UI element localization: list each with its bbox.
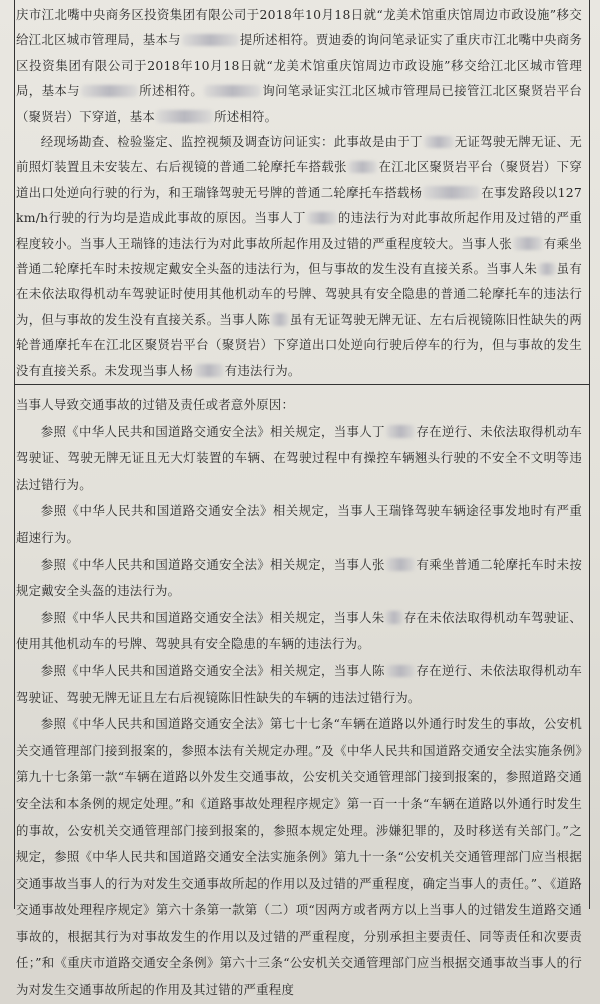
redaction xyxy=(307,212,337,224)
fault-paragraph-zhu: 参照《中华人民共和国道路交通安全法》相关规定，当事人朱 存在未依法取得机动车驾驶证、使用其他机动车的号牌、驾驶具有安全隐患的车辆的违法行为。 xyxy=(16,609,583,652)
redaction xyxy=(386,665,416,677)
redaction xyxy=(513,237,543,249)
fault-paragraph-ding: 参照《中华人民共和国道路交通安全法》相关规定，当事人丁 存在逆行、未依法取得机动车驾驶证、驾驶无牌无证且无大灯装置的车辆、在驾驶过程中有操控车辆翘头行驶的不安全不文明等违法过错行为。 xyxy=(16,423,583,492)
redaction xyxy=(81,85,138,97)
evidence-paragraph: 庆市江北嘴中央商务区投资集团有限公司于2018年10月18日就“龙美术馆重庆馆周边市政设施”移交给江北区城市管理局，基本与 提所述相符。贾迪委的询问笔录证实了重庆市江北嘴中央商务区投资集团有限公司于2018年10月18日就“龙美术馆重庆馆周边市政设施”移交给江北区城市管理局，基本与 所述相符。 询问笔录证实江北区城市管理局已接管江北区聚贤岩平台（聚贤岩）下穿道，基本 所述相符。 xyxy=(16,7,583,124)
fault-paragraph-chen: 参照《中华人民共和国道路交通安全法》相关规定，当事人陈 存在逆行、未依法取得机动车驾驶证、驾驶无牌无证且左右后视镜陈旧性缺失的车辆的违法过错行为。 xyxy=(16,662,583,705)
redaction xyxy=(156,110,213,122)
redaction xyxy=(348,161,378,173)
redaction xyxy=(386,425,416,437)
redaction xyxy=(423,186,480,198)
redaction xyxy=(424,136,454,148)
section-divider xyxy=(14,384,590,385)
investigation-paragraph: 经现场勘查、检验鉴定、监控视频及调查访问证实：此事故是由于丁 无证驾驶无牌无证、无前照灯装置且未安装左、右后视镜的普通二轮摩托车搭载张 在江北区聚贤岩平台（聚贤岩）下穿道出口处逆向行驶的行为，和王瑞锋驾驶无号牌的普通二轮摩托车搭载杨 在事发路段以127km/h行驶的行为均是造成此事故的原因。当事人丁 的违法行为对此事故所起作用及过错的严重程度较小。当事人王瑞锋的违法行为对此事故所起作用及过错的严重程度较大。当事人张 有乘坐普通二轮摩托车时未按规定戴安全头盔的违法行为，但与事故的发生没有直接关系。当事人朱 虽有在未依法取得机动车驾驶证时使用其他机动车的号牌、驾驶具有安全隐患的普通二轮摩托车的违法行为，但与事故的发生没有直接关系。当事人陈 虽有无证驾驶无牌无证、左右后视镜陈旧性缺失的两轮普通摩托车在江北区聚贤岩平台（聚贤岩）下穿道出口处逆向行驶后停车的行为，但与事故的发生没有直接关系。未发现当事人杨 有违法行为。 xyxy=(16,134,583,378)
legal-basis-paragraph: 参照《中华人民共和国道路交通安全法》第七十七条“车辆在道路以外通行时发生的事故，公安机关交通管理部门接到报案的，参照本法有关规定办理。”及《中华人民共和国道路交通安全法实施条例》第九十七条第一款“车辆在道路以外发生交通事故，公安机关交通管理部门接到报案的，参照道路交通安全法和本条例的规定处理。”和《道路事故处理程序规定》第一百一十条“车辆在道路以外通行时发生的事故，公安机关交通管理部门接到报案的，参照本规定处理。涉嫌犯罪的，及时移送有关部门。”之规定，参照《中华人民共和国道路交通安全法实施条例》第九十一条“公安机关交通管理部门应当根据交通事故当事人的行为对发生交通事故所起的作用以及过错的严重程度，确定当事人的责任。”、《道路交通事故处理程序规定》第六十条第一款第（二）项“因两方或者两方以上当事人的过错发生道路交通事故的，根据其行为对事故发生的作用以及过错的严重程度，分别承担主要责任、同等责任和次要责任；”和《重庆市道路交通安全条例》第六十三条“公安机关交通管理部门应当根据交通事故当事人的行为对发生交通事故所起的作用及其过错的严重程度 xyxy=(16,716,582,998)
redaction xyxy=(386,558,416,570)
fault-section xyxy=(16,392,583,998)
redaction xyxy=(204,85,261,97)
facts-section xyxy=(16,2,582,382)
fault-paragraph-zhang: 参照《中华人民共和国道路交通安全法》相关规定，当事人张 有乘坐普通二轮摩托车时未按规定戴安全头盔的违法行为。 xyxy=(16,556,583,599)
fault-paragraph-wang: 参照《中华人民共和国道路交通安全法》相关规定，当事人王瑞锋驾驶车辆途径事发地时有严重超速行为。 xyxy=(16,503,582,545)
fault-heading: 当事人导致交通事故的过错及责任或者意外原因： xyxy=(16,397,295,412)
redaction xyxy=(271,313,288,325)
redaction xyxy=(385,611,402,623)
redaction xyxy=(182,34,239,46)
redaction xyxy=(538,263,555,275)
redaction xyxy=(194,364,224,376)
